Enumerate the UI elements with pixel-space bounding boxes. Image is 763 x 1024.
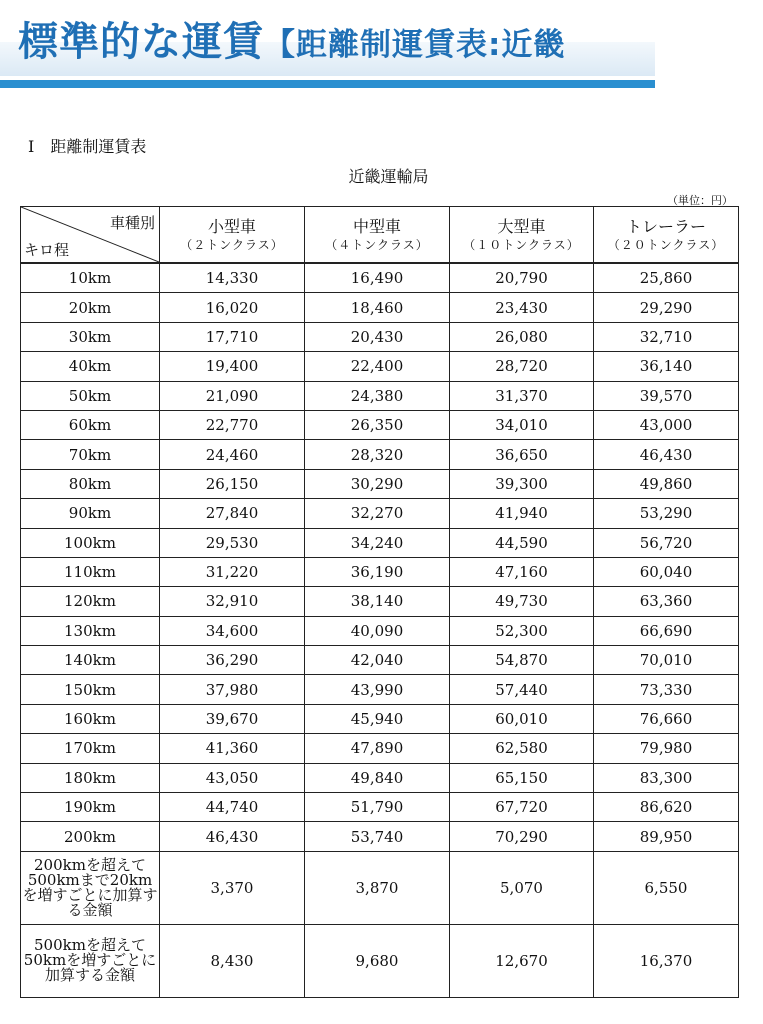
fare-cell: 63,360	[594, 587, 739, 616]
table-row	[21, 646, 739, 675]
surcharge-cell: 8,430	[160, 924, 305, 997]
table-row	[21, 381, 739, 410]
table-row	[21, 410, 739, 439]
distance-cell: 110km	[21, 557, 160, 586]
fare-cell: 43,990	[305, 675, 450, 704]
fare-cell: 29,530	[160, 528, 305, 557]
distance-cell: 40km	[21, 352, 160, 381]
issuing-authority: 近畿運輸局	[348, 167, 429, 186]
distance-cell: 20km	[21, 293, 160, 322]
table-row	[21, 587, 739, 616]
fare-cell: 34,240	[305, 528, 450, 557]
fare-cell: 47,890	[305, 734, 450, 763]
fare-cell: 41,360	[160, 734, 305, 763]
table-row	[21, 440, 739, 469]
surcharge-label: 200kmを超えて500kmまで20kmを増すごとに加算する金額	[21, 851, 160, 924]
fare-cell: 66,690	[594, 616, 739, 645]
fare-cell: 20,430	[305, 322, 450, 351]
column-header-large	[450, 207, 594, 264]
fare-cell: 52,300	[450, 616, 594, 645]
fare-cell: 32,910	[160, 587, 305, 616]
fare-cell: 51,790	[305, 793, 450, 822]
distance-cell: 170km	[21, 734, 160, 763]
fare-cell: 32,270	[305, 499, 450, 528]
table-row	[21, 469, 739, 498]
fare-cell: 56,720	[594, 528, 739, 557]
fare-cell: 44,590	[450, 528, 594, 557]
surcharge-row	[21, 924, 739, 997]
fare-cell: 18,460	[305, 293, 450, 322]
fare-cell: 20,790	[450, 263, 594, 293]
column-class: （１０トンクラス）	[463, 237, 580, 252]
column-name: 大型車	[497, 216, 546, 236]
distance-cell: 90km	[21, 499, 160, 528]
fare-cell: 19,400	[160, 352, 305, 381]
distance-cell: 50km	[21, 381, 160, 410]
banner-title-main: 標準的な運賃	[18, 19, 264, 65]
surcharge-cell: 9,680	[305, 924, 450, 997]
fare-cell: 26,350	[305, 410, 450, 439]
fare-cell: 30,290	[305, 469, 450, 498]
fare-cell: 46,430	[594, 440, 739, 469]
surcharge-row	[21, 851, 739, 924]
fare-cell: 83,300	[594, 763, 739, 792]
fare-cell: 41,940	[450, 499, 594, 528]
banner-title	[18, 10, 565, 67]
fare-cell: 22,770	[160, 410, 305, 439]
table-row	[21, 763, 739, 792]
fare-cell: 36,140	[594, 352, 739, 381]
distance-cell: 60km	[21, 410, 160, 439]
surcharge-cell: 3,370	[160, 851, 305, 924]
fare-cell: 70,290	[450, 822, 594, 851]
column-header-trailer	[594, 207, 739, 264]
distance-cell: 120km	[21, 587, 160, 616]
fare-cell: 49,860	[594, 469, 739, 498]
fare-cell: 57,440	[450, 675, 594, 704]
fare-cell: 67,720	[450, 793, 594, 822]
table-row	[21, 352, 739, 381]
surcharge-cell: 6,550	[594, 851, 739, 924]
table-row	[21, 557, 739, 586]
fare-cell: 54,870	[450, 646, 594, 675]
distance-cell: 160km	[21, 704, 160, 733]
fare-cell: 70,010	[594, 646, 739, 675]
fare-cell: 46,430	[160, 822, 305, 851]
unit-note: （単位：円）	[667, 194, 733, 207]
fare-cell: 79,980	[594, 734, 739, 763]
column-name: 中型車	[352, 216, 401, 236]
banner-title-sub: 【距離制運賃表:近畿	[264, 27, 566, 63]
corner-header	[21, 207, 160, 264]
distance-cell: 100km	[21, 528, 160, 557]
fare-cell: 26,080	[450, 322, 594, 351]
fare-cell: 76,660	[594, 704, 739, 733]
fare-cell: 31,370	[450, 381, 594, 410]
fare-cell: 17,710	[160, 322, 305, 351]
distance-cell: 30km	[21, 322, 160, 351]
surcharge-label: 500kmを超えて50kmを増すごとに加算する金額	[21, 924, 160, 997]
fare-cell: 27,840	[160, 499, 305, 528]
fare-cell: 25,860	[594, 263, 739, 293]
table-row	[21, 322, 739, 351]
distance-cell: 200km	[21, 822, 160, 851]
fare-cell: 36,650	[450, 440, 594, 469]
fare-table-body	[21, 263, 739, 997]
surcharge-cell: 16,370	[594, 924, 739, 997]
fare-cell: 42,040	[305, 646, 450, 675]
fare-cell: 73,330	[594, 675, 739, 704]
fare-cell: 23,430	[450, 293, 594, 322]
fare-cell: 39,670	[160, 704, 305, 733]
distance-cell: 10km	[21, 263, 160, 293]
fare-cell: 39,300	[450, 469, 594, 498]
fare-cell: 26,150	[160, 469, 305, 498]
fare-cell: 22,400	[305, 352, 450, 381]
fare-cell: 86,620	[594, 793, 739, 822]
table-row	[21, 499, 739, 528]
column-name: トレーラー	[625, 216, 706, 236]
table-row	[21, 528, 739, 557]
table-row	[21, 734, 739, 763]
surcharge-cell: 5,070	[450, 851, 594, 924]
distance-cell: 150km	[21, 675, 160, 704]
fare-cell: 24,460	[160, 440, 305, 469]
title-banner	[0, 0, 655, 92]
fare-cell: 36,290	[160, 646, 305, 675]
fare-cell: 37,980	[160, 675, 305, 704]
table-row	[21, 293, 739, 322]
fare-cell: 34,600	[160, 616, 305, 645]
corner-vehicle-type: 車種別	[109, 214, 155, 232]
fare-cell: 44,740	[160, 793, 305, 822]
fare-cell: 21,090	[160, 381, 305, 410]
column-header-small	[160, 207, 305, 264]
fare-cell: 39,570	[594, 381, 739, 410]
column-class: （４トンクラス）	[325, 237, 429, 252]
distance-cell: 80km	[21, 469, 160, 498]
surcharge-cell: 3,870	[305, 851, 450, 924]
distance-cell: 140km	[21, 646, 160, 675]
fare-cell: 14,330	[160, 263, 305, 293]
fare-cell: 31,220	[160, 557, 305, 586]
fare-cell: 16,490	[305, 263, 450, 293]
fare-cell: 43,000	[594, 410, 739, 439]
fare-table	[20, 206, 739, 998]
fare-cell: 49,730	[450, 587, 594, 616]
fare-cell: 16,020	[160, 293, 305, 322]
fare-cell: 34,010	[450, 410, 594, 439]
fare-cell: 45,940	[305, 704, 450, 733]
table-row	[21, 616, 739, 645]
distance-cell: 190km	[21, 793, 160, 822]
fare-cell: 53,290	[594, 499, 739, 528]
distance-cell: 70km	[21, 440, 160, 469]
fare-cell: 36,190	[305, 557, 450, 586]
table-row	[21, 263, 739, 293]
fare-cell: 38,140	[305, 587, 450, 616]
surcharge-cell: 12,670	[450, 924, 594, 997]
fare-cell: 60,010	[450, 704, 594, 733]
corner-distance: キロ程	[24, 241, 70, 259]
fare-cell: 40,090	[305, 616, 450, 645]
column-header-medium	[305, 207, 450, 264]
fare-cell: 24,380	[305, 381, 450, 410]
fare-cell: 65,150	[450, 763, 594, 792]
fare-cell: 32,710	[594, 322, 739, 351]
header-row	[21, 207, 739, 264]
fare-cell: 60,040	[594, 557, 739, 586]
distance-cell: 130km	[21, 616, 160, 645]
column-class: （２０トンクラス）	[607, 237, 725, 252]
table-row	[21, 704, 739, 733]
distance-cell: 180km	[21, 763, 160, 792]
table-row	[21, 822, 739, 851]
fare-cell: 43,050	[160, 763, 305, 792]
table-row	[21, 675, 739, 704]
banner-stripe	[0, 80, 655, 88]
fare-cell: 62,580	[450, 734, 594, 763]
fare-cell: 49,840	[305, 763, 450, 792]
table-row	[21, 793, 739, 822]
fare-cell: 53,740	[305, 822, 450, 851]
fare-cell: 47,160	[450, 557, 594, 586]
column-name: 小型車	[207, 216, 256, 236]
column-class: （２トンクラス）	[180, 237, 284, 252]
fare-cell: 29,290	[594, 293, 739, 322]
fare-cell: 28,320	[305, 440, 450, 469]
section-title: Ⅰ 距離制運賃表	[28, 137, 147, 156]
fare-cell: 89,950	[594, 822, 739, 851]
fare-cell: 28,720	[450, 352, 594, 381]
